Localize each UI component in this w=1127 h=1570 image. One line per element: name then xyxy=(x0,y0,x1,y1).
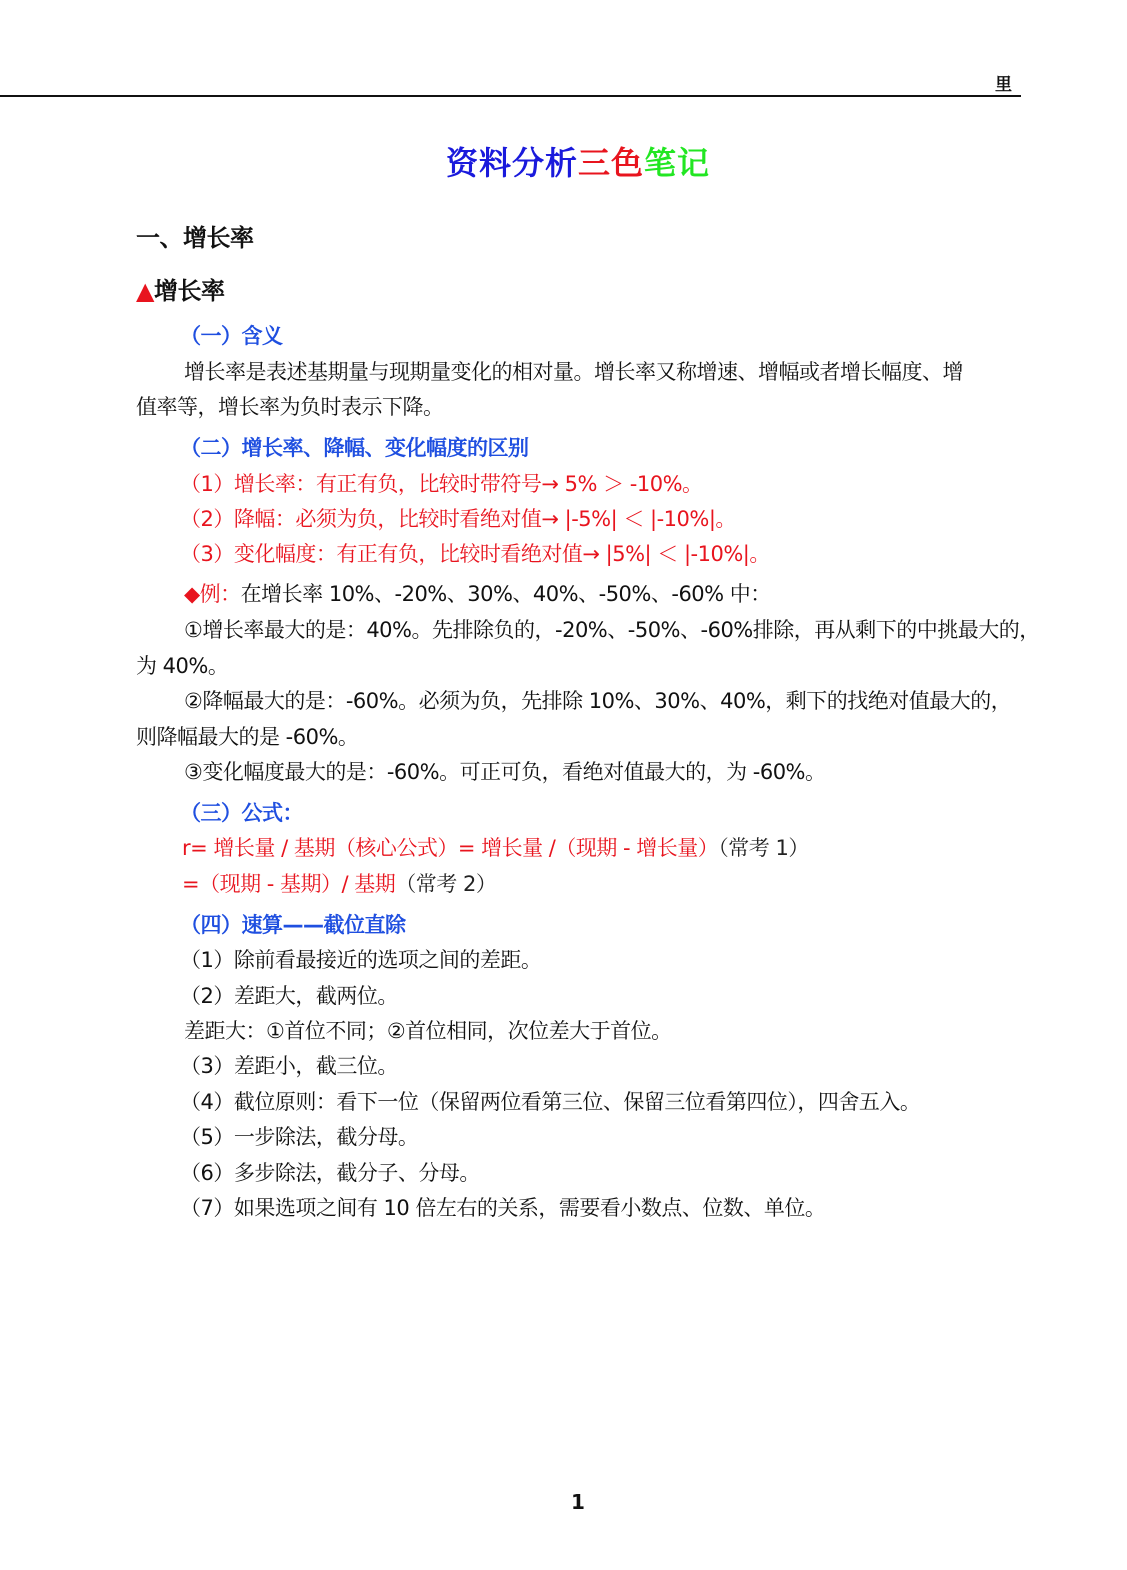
heading-difference: （二）增长率、降幅、变化幅度的区别 xyxy=(180,436,529,460)
example-line: ①增长率最大的是：40%。先排除负的，-20%、-50%、-60%排除，再从剩下的中挑最大的， xyxy=(184,618,1040,642)
quick-item: （2）差距大，截两位。 xyxy=(180,984,398,1008)
difference-item: （1）增长率：有正有负，比较时带符号→ 5% ＞ -10%。 xyxy=(180,472,703,496)
page-title xyxy=(0,138,1127,184)
heading-quick-calc: （四）速算——截位直除 xyxy=(180,913,406,937)
difference-item: （3）变化幅度：有正有负，比较时看绝对值→ |5%| ＜ |-10%|。 xyxy=(180,542,770,566)
header-text: 里 xyxy=(995,75,1012,95)
example-text: 在增长率 10%、-20%、30%、40%、-50%、-60% 中： xyxy=(240,582,771,606)
quick-item: 差距大：①首位不同；②首位相同，次位差大于首位。 xyxy=(184,1019,672,1043)
meaning-line-2: 值率等，增长率为负时表示下降。 xyxy=(136,395,444,419)
heading-meaning: （一）含义 xyxy=(180,324,283,348)
example-line: ②降幅最大的是：-60%。必须为负，先排除 10%、30%、40%，剩下的找绝对值最大的， xyxy=(184,689,1012,713)
example-line: ③变化幅度最大的是：-60%。可正可负，看绝对值最大的，为 -60%。 xyxy=(184,760,826,784)
quick-item: （3）差距小，截三位。 xyxy=(180,1054,398,1078)
subsection-heading xyxy=(136,271,224,306)
difference-item: （2）降幅：必须为负，比较时看绝对值→ |-5%| ＜ |-10%|。 xyxy=(180,507,736,531)
title-part-red: 三色 xyxy=(577,144,644,182)
triangle-icon: ▲ xyxy=(136,277,154,305)
diamond-icon: ◆例： xyxy=(184,582,241,606)
quick-item: （4）截位原则：看下一位（保留两位看第三位、保留三位看第四位），四舍五入。 xyxy=(180,1090,921,1114)
example-line xyxy=(184,578,771,608)
title-part-blue: 资料分析 xyxy=(445,144,578,182)
formula-text: r= 增长量 / 基期（核心公式）= 增长量 /（现期 - 增长量） xyxy=(182,836,719,860)
example-line: 则降幅最大的是 -60%。 xyxy=(136,725,359,749)
subsection-label: 增长率 xyxy=(153,277,225,305)
meaning-line-1: 增长率是表述基期量与现期量变化的相对量。增长率又称增速、增幅或者增长幅度、增 xyxy=(184,360,963,384)
header-divider xyxy=(0,95,1021,97)
section-heading: 一、增长率 xyxy=(136,224,254,252)
quick-item: （5）一步除法，截分母。 xyxy=(180,1125,419,1149)
formula-line xyxy=(182,868,496,898)
example-line: 为 40%。 xyxy=(136,654,229,678)
title-part-green: 笔记 xyxy=(644,144,711,182)
page-number: 1 xyxy=(571,1490,585,1514)
formula-note: （常考 2） xyxy=(395,872,497,896)
formula-line xyxy=(182,832,809,862)
formula-text: =（现期 - 基期）/ 基期 xyxy=(182,872,396,896)
heading-formula: （三）公式： xyxy=(180,801,303,825)
formula-note: （常考 1） xyxy=(718,836,809,860)
quick-item: （1）除前看最接近的选项之间的差距。 xyxy=(180,948,542,972)
quick-item: （7）如果选项之间有 10 倍左右的关系，需要看小数点、位数、单位。 xyxy=(180,1196,826,1220)
quick-item: （6）多步除法，截分子、分母。 xyxy=(180,1161,480,1185)
